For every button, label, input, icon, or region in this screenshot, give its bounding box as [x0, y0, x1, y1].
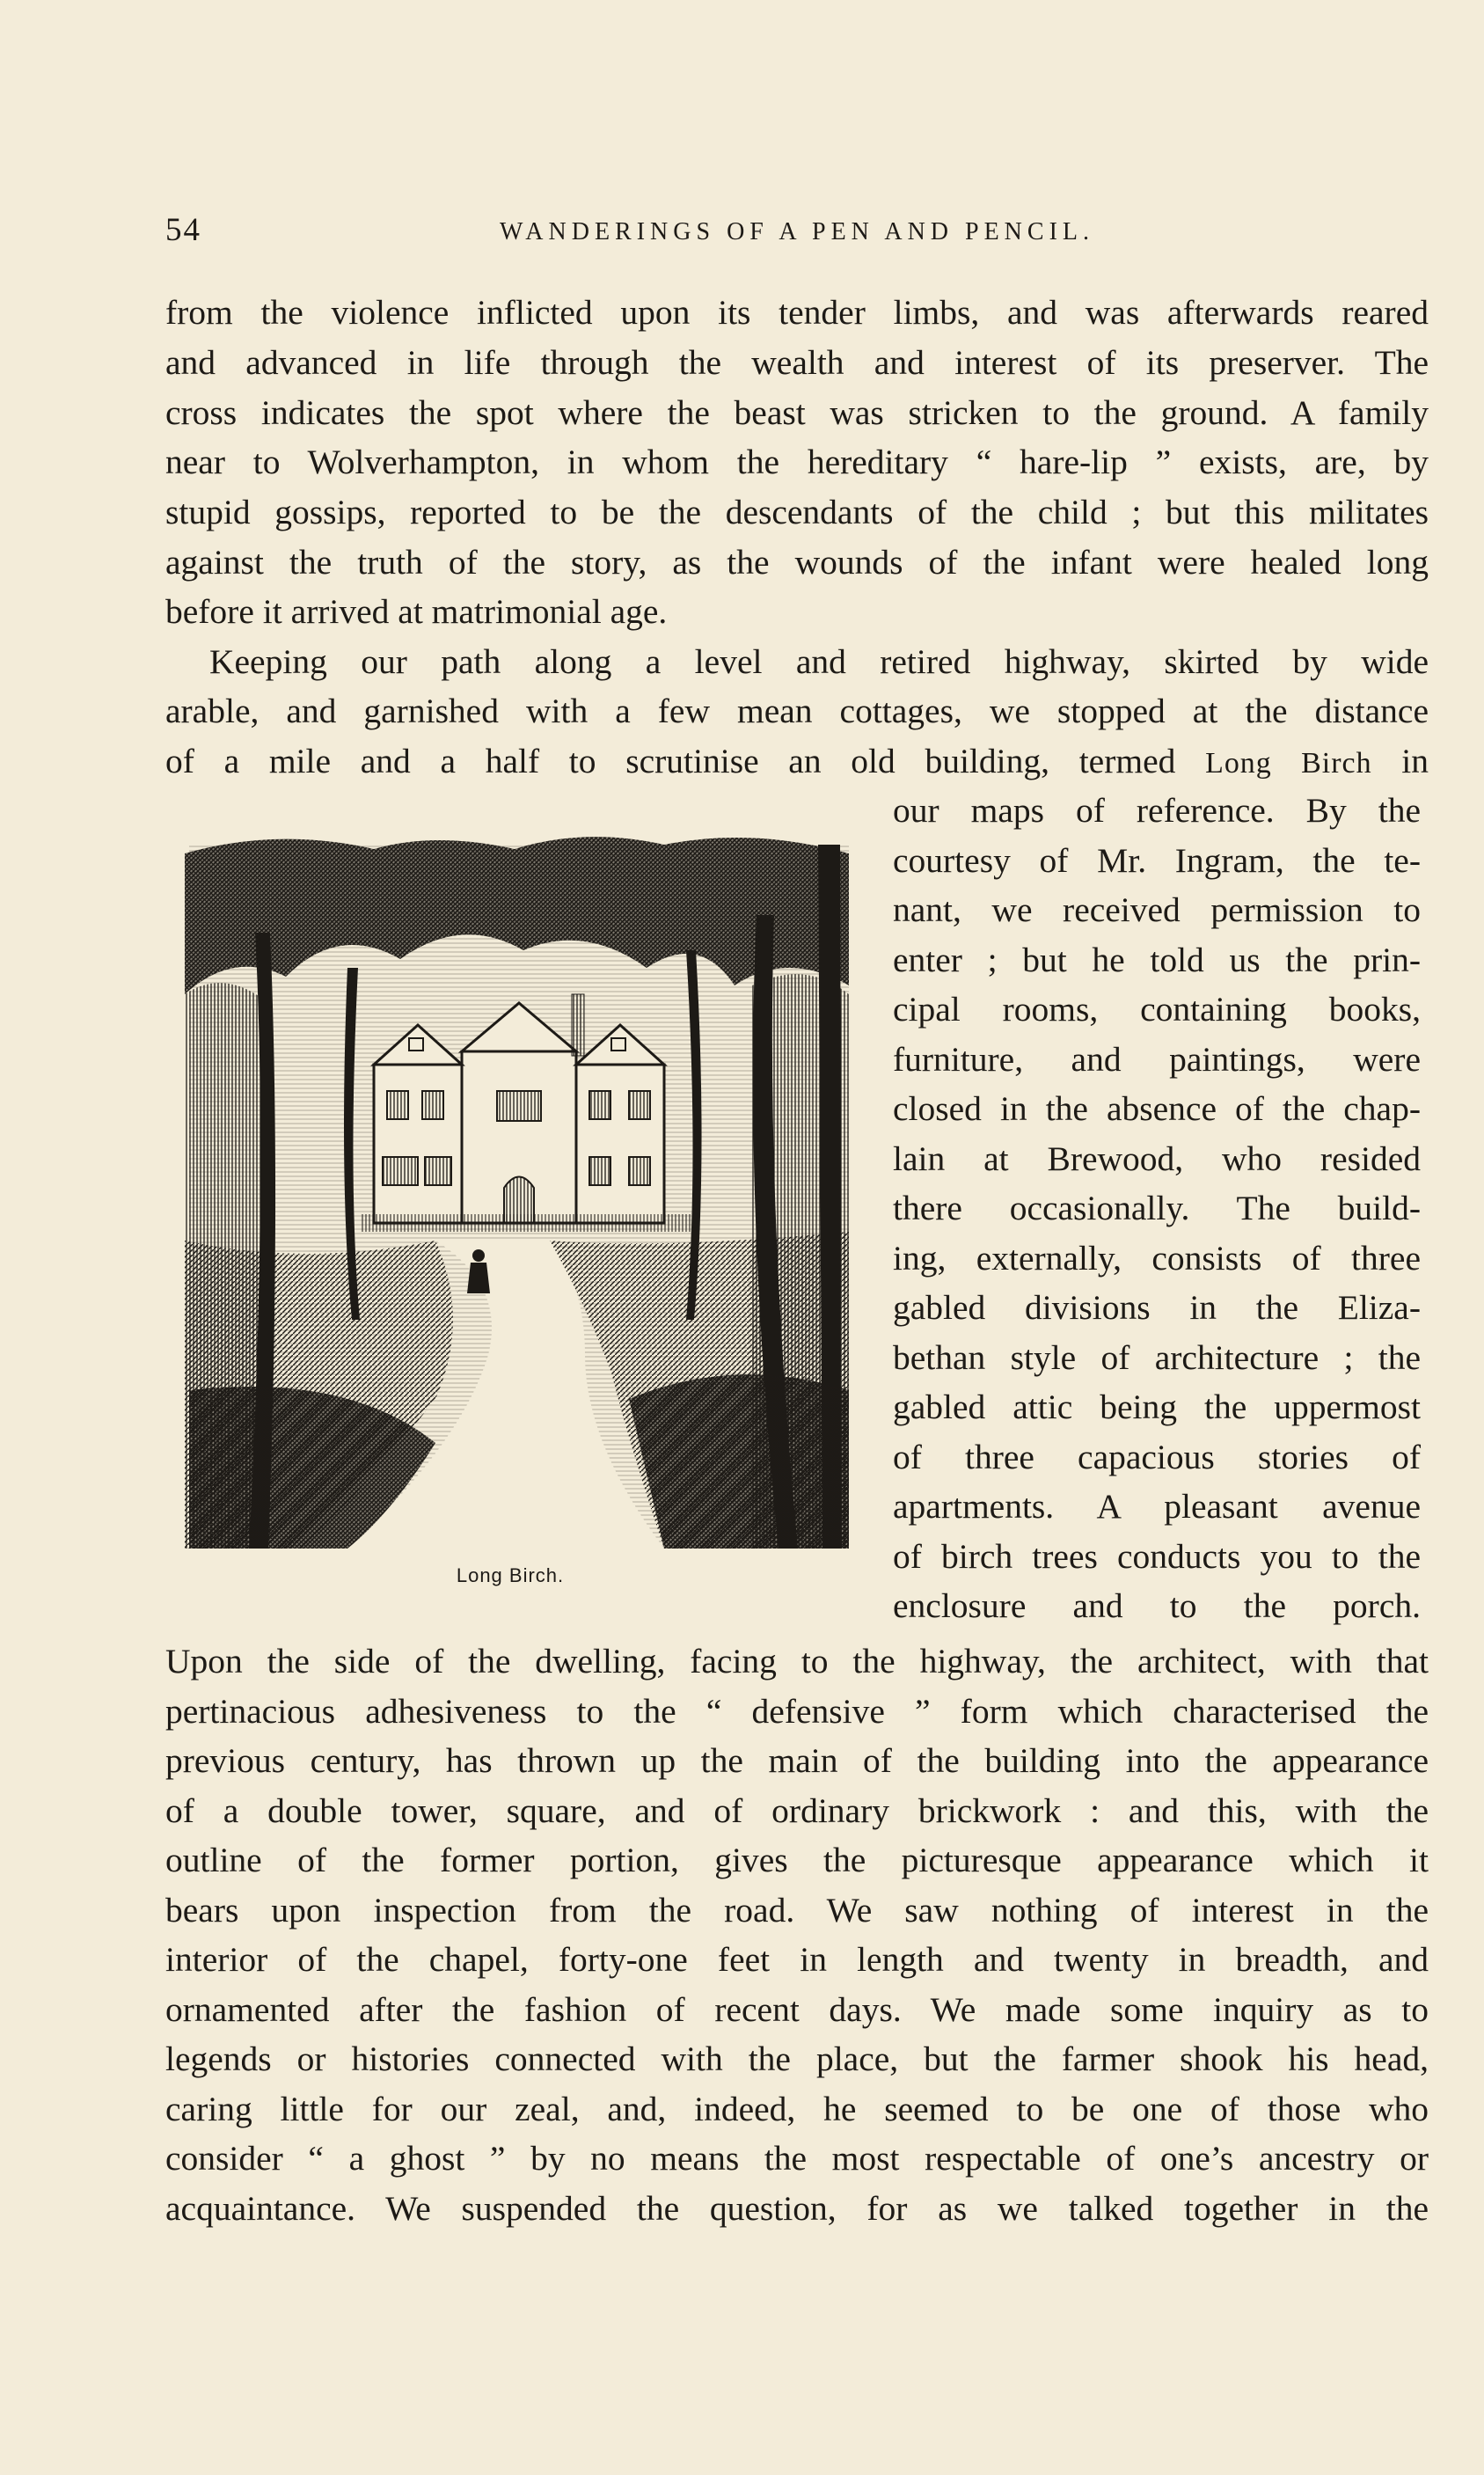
text-line: bears upon inspection from the road. We saw nothing of interest in the	[165, 1891, 1429, 1929]
page-number: 54	[165, 212, 201, 248]
text-line: against the truth of the story, as the wounds of the infant were healed long	[165, 543, 1429, 582]
text-line: of a double tower, square, and of ordinary brickwork : and this, with the	[165, 1791, 1429, 1830]
text-line: of birch trees conducts you to the	[893, 1537, 1421, 1576]
text-line: outline of the former portion, gives the picturesque appearance which it	[165, 1841, 1429, 1879]
long-birch-engraving	[172, 827, 875, 1553]
text-line: Upon the side of the dwelling, facing to the highway, the architect, with that	[165, 1642, 1429, 1681]
text-line: there occasionally. The build-	[893, 1189, 1421, 1227]
text-line: furniture, and paintings, were	[893, 1040, 1421, 1079]
text-line: nant, we received permission to	[893, 890, 1421, 929]
place-name-smallcaps: Long Birch	[1205, 747, 1372, 780]
text-line	[165, 736, 1429, 786]
text-line: gabled divisions in the Eliza-	[893, 1288, 1421, 1327]
figure-caption: Long Birch.	[456, 1564, 565, 1586]
text-line: gabled attic being the uppermost	[893, 1388, 1421, 1426]
text-line: enclosure and to the porch.	[893, 1586, 1421, 1625]
engraving-figure	[172, 827, 875, 1586]
text-line: cipal rooms, containing books,	[893, 990, 1421, 1029]
text-line: closed in the absence of the chap-	[893, 1089, 1421, 1128]
text-line: courtesy of Mr. Ingram, the te-	[893, 841, 1421, 880]
text-line: from the violence inflicted upon its tender limbs, and was afterwards reared	[165, 293, 1429, 332]
text-line: before it arrived at matrimonial age.	[165, 592, 668, 631]
text-line: and advanced in life through the wealth and interest of its preserver. The	[165, 343, 1429, 382]
text-line: cross indicates the spot where the beast was stricken to the ground. A family	[165, 393, 1429, 432]
text-segment: of a mile and a half to scrutinise an old building, termed	[165, 742, 1176, 780]
text-line: previous century, has thrown up the main of the building into the appearance	[165, 1741, 1429, 1780]
text-line: acquaintance. We suspended the question, for as we talked together in the	[165, 2189, 1429, 2228]
text-line: ing, externally, consists of three	[893, 1239, 1421, 1278]
text-line: enter ; but he told us the prin-	[893, 941, 1421, 979]
text-line: interior of the chapel, forty-one feet in length and twenty in breadth, and	[165, 1940, 1429, 1979]
text-line: legends or histories connected with the place, but the farmer shook his head,	[165, 2039, 1429, 2078]
text-line: ornamented after the fashion of recent days. We made some inquiry as to	[165, 1990, 1429, 2029]
text-line: bethan style of architecture ; the	[893, 1338, 1421, 1377]
running-title: WANDERINGS OF A PEN AND PENCIL.	[499, 218, 1095, 245]
text-line: apartments. A pleasant avenue	[893, 1487, 1421, 1526]
text-line: consider “ a ghost ” by no means the most respectable of one’s ancestry or	[165, 2139, 1429, 2178]
text-line: stupid gossips, reported to be the descendants of the child ; but this militates	[165, 493, 1429, 531]
page-header	[165, 211, 1429, 255]
text-segment: in	[1401, 742, 1429, 780]
text-line: pertinacious adhesiveness to the “ defensive ” form which characterised the	[165, 1692, 1429, 1731]
paragraph-first-line: Keeping our path along a level and retired highway, skirted by wide	[209, 642, 1429, 681]
text-line: lain at Brewood, who resided	[893, 1139, 1421, 1178]
text-line: our maps of reference. By the	[893, 791, 1421, 830]
text-line: caring little for our zeal, and, indeed, he seemed to be one of those who	[165, 2090, 1429, 2128]
text-line: arable, and garnished with a few mean cottages, we stopped at the distance	[165, 692, 1429, 730]
text-line: near to Wolverhampton, in whom the hereditary “ hare-lip ” exists, are, by	[165, 443, 1429, 481]
text-line: of three capacious stories of	[893, 1438, 1421, 1476]
